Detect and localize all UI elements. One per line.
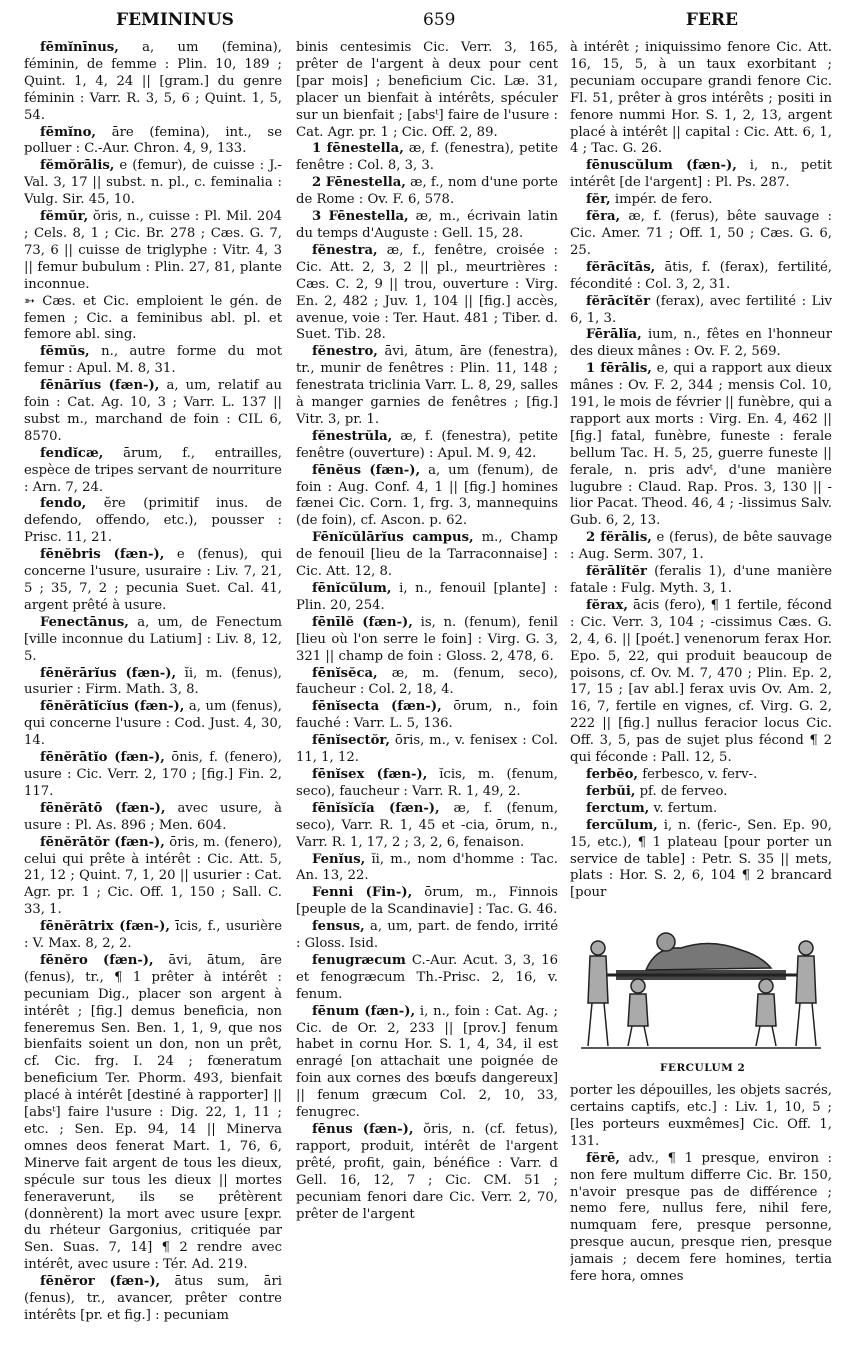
dictionary-entry (24, 158, 282, 209)
entry-headword: fēnuscŭlum (fæn-), (586, 158, 737, 174)
entry-headword: fēnĕrātrix (fæn-), (40, 919, 170, 935)
entry-headword: 2 Fēnestella, (312, 175, 406, 191)
dictionary-entry (570, 327, 832, 361)
dictionary-entry (296, 141, 558, 175)
dictionary-entry (296, 1122, 558, 1223)
entry-definition: ĭi, m., nom d'homme : Tac. An. 13, 22. (296, 851, 558, 884)
entry-headword: fensus, (312, 919, 365, 935)
entry-definition: ferbesco, v. ferv-. (638, 766, 758, 782)
dictionary-entry (24, 615, 282, 666)
entry-definition: e (femur), de cuisse : J.-Val. 3, 17 || subst. n. pl., c. feminalia : Vulg. Sir. 45, 10. (24, 158, 282, 208)
dictionary-entry (296, 463, 558, 531)
dictionary-entry (24, 919, 282, 953)
entry-headword: fĕrālĭtĕr (586, 564, 648, 580)
entry-headword: Fērālĭa, (586, 327, 642, 343)
entry-definition: impér. de fero. (610, 192, 713, 208)
entry-definition: is, n. (fenum), fenil [lieu où l'on serre le foin] : Virg. G. 3, 321 || champ de foin : Gloss. 2, 478, 6. (296, 614, 558, 664)
dictionary-entry (296, 953, 558, 1004)
entry-headword: Fenectānus, (40, 614, 129, 630)
entry-definition: i, n. (feric-, Sen. Ep. 90, 15, etc.), ¶ 1 plateau [pour porter un service de table] : Petr. S. 35 || mets, plats : Hor. S. 2, 6, 104 ¶ 2 brancard [pour (570, 817, 832, 901)
entry-definition: v. fertum. (649, 800, 718, 816)
entry-headword: fēnĕrātĭo (fæn-), (40, 750, 165, 766)
dictionary-entry (24, 446, 282, 497)
entry-definition: a, um, relatif au foin : Cat. Ag. 10, 3 ; Varr. L. 137 || subst m., marchand de foin : CIL 6, 8570. (24, 378, 282, 444)
entry-definition: ōrum, n., foin fauché : Varr. L. 5, 136. (296, 699, 558, 732)
entry-headword: fĕrācĭtĕr (586, 293, 651, 309)
entry-definition: i, n., foin : Cat. Ag. ; Cic. de Or. 2, 233 || [prov.] fenum habet in cornu Hor. S. 1, 4, 34, il est enragé [on attachait une poignée de foin aux cornes des bœufs dangereux] || fenum græcum Col. 2, 10, 33, fenugrec. (296, 1003, 558, 1121)
dictionary-entry (570, 40, 832, 158)
dictionary-entry (24, 835, 282, 920)
entry-headword: 2 fĕrālis, (586, 530, 652, 546)
entry-definition: ĭcis, m. (fenum, seco), faucheur : Varr. R. 1, 49, 2. (296, 766, 558, 799)
entry-definition: ĕre (primitif inus. de defendo, offendo, etc.), pousser : Prisc. 11, 21. (24, 496, 282, 546)
entry-definition: adv., ¶ 1 presque, environ : non fere multum differre Cic. Br. 150, n'avoir presque pas de différence ; nemo fere, nullus fere, nihil fere, numquam fere, presque personne, presque aucun, presque rien, presque jamais ; decem fere homines, tertia fere hora, omnes (570, 1150, 832, 1285)
dictionary-entry (570, 192, 832, 209)
entry-definition: n., autre forme du mot femur : Apul. M. 8, 31. (24, 344, 282, 377)
entry-headword: fēmŭs, (40, 344, 90, 360)
entry-definition: ātis, f. (ferax), fertilité, fécondité : Col. 3, 2, 31. (570, 259, 832, 292)
entry-definition: a, um, de Fenectum [ville inconnue du Latium] : Liv. 8, 12, 5. (24, 614, 282, 664)
entry-definition: æ, f., fenêtre, croisée : Cic. Att. 2, 3, 2 || pl., meurtrières : Cæs. C. 2, 9 || trou, ouverture : Virg. En. 2, 482 ; Juv. 1, 104 || [fig.] accès, avenue, voie : Ter. Haut. 481 ; Tiber. d. Suet. Tib. 28. (296, 242, 558, 343)
entry-headword: fendĭcæ, (40, 445, 104, 461)
entry-headword: fĕrācĭtās, (586, 259, 656, 275)
entry-definition: a, um, part. de fendo, irrité : Gloss. Isid. (296, 919, 558, 952)
entry-definition: ➳ Cæs. et Cic. emploient le gén. de femen ; Cic. a feminibus abl. pl. et femore abl. sing. (24, 293, 282, 343)
entry-headword: fēnĕrātĭcĭus (fæn-), (40, 699, 185, 715)
dictionary-entry (296, 801, 558, 852)
entry-definition: i, n., petit intérêt [de l'argent] : Pl. Ps. 287. (570, 158, 832, 191)
ferculum-image (576, 908, 826, 1058)
entry-definition: æ, m. (fenum, seco), faucheur : Col. 2, 18, 4. (296, 665, 558, 698)
entry-definition: īcis, f., usurière : V. Max. 8, 2, 2. (24, 919, 282, 952)
entry-definition: āvi, ātum, āre (fenestra), tr., munir de fenêtres : Plin. 11, 148 ; fenestrata triclinia Varr. L. 8, 29, salles à manger garnies de fenêtres ; [fig.] Vitr. 3, pr. 1. (296, 344, 558, 427)
entry-definition: āvi, ātum, āre (fenus), tr., ¶ 1 prêter à intérêt : pecuniam Dig., placer son argent à intérêt ; [fig.] demus beneficia, non feneremus Sen. Ben. 1, 1, 9, que nos bienfaits soient un don, non un prêt, cf. Cic. frg. I. 24 ; fœneratum beneficium Ter. Phorm. 493, bienfait placé à intérêt [destiné à rapporter] || [absᵗ] faire l'usure : Dig. 22, 1, 11 ; etc. ; Sen. Ep. 94, 14 || Minerva omnes deos fenerat Mart. 1, 76, 6, Minerve fait argent de tous les dieux, spécule sur tous les dieux || mortes feneraverunt, ils se prêtèrent (donnèrent) la mort avec usure [expr. du rhéteur Gargonius, critiquée par Sen. Suas. 7, 14] ¶ 2 rendre avec intérêt, avec usure : Tér. Ad. 219. (24, 952, 282, 1273)
dictionary-entry (296, 733, 558, 767)
page-number: 659 (423, 10, 456, 30)
entry-headword: fēnĕrātŏr (fæn-), (40, 834, 165, 850)
dictionary-entry (24, 496, 282, 547)
entry-definition: ārum, f., entrailles, espèce de tripes servant de nourriture : Arn. 7, 24. (24, 445, 282, 495)
entry-headword: fĕnestra, (312, 242, 378, 258)
entry-headword: fēnīlĕ (fæn-), (312, 614, 413, 630)
entry-definition: à intérêt ; iniquissimo fenore Cic. Att. 16, 15, 5, à un taux exorbitant ; pecuniam occupare grandi fenore Cic. Fl. 51, prêter à gros intérêts ; positi in fenore nummi Hor. S. 1, 2, 13, argent placé à intérêt || capital : Cic. Att. 6, 1, 4 ; Tac. G. 26. (570, 40, 832, 157)
entry-headword: fēnus (fæn-), (312, 1122, 414, 1137)
dictionary-entry (24, 547, 282, 615)
dictionary-entry (24, 699, 282, 750)
dictionary-entry (296, 885, 558, 919)
entry-definition: (feralis 1), d'une manière fatale : Fulg. Myth. 3, 1. (570, 564, 832, 596)
entry-headword: Fēnĭcŭlārĭus campus, (312, 530, 474, 546)
column-1 (24, 40, 282, 1350)
entry-headword: fēmĭno, (40, 124, 97, 140)
entry-definition: æ, m., écrivain latin du temps d'Auguste : Gell. 15, 28. (296, 209, 558, 241)
entry-definition: a, um (fenum), de foin : Aug. Conf. 4, 1 || [fig.] homines fænei Cic. Corn. 1, frg. 3, mannequins (de foin), cf. Ascon. p. 62. (296, 462, 558, 529)
entry-definition: pf. de ferveo. (635, 783, 728, 799)
entry-definition: ium, n., fêtes en l'honneur des dieux mânes : Ov. F. 2, 569. (570, 327, 832, 360)
dictionary-entry (24, 750, 282, 801)
entry-headword: 1 fēnestella, (312, 141, 404, 157)
dictionary-entry (570, 598, 832, 767)
dictionary-entry (296, 666, 558, 700)
dictionary-entry (296, 615, 558, 666)
dictionary-entry (570, 801, 832, 818)
dictionary-entry (570, 784, 832, 801)
entry-definition: ōrum, m., Finnois [peuple de la Scandinavie] : Tac. G. 46. (296, 885, 558, 918)
entry-headword: fēmĭnīnus, (40, 40, 119, 55)
entry-headword: fendo, (40, 496, 87, 512)
page-header (28, 10, 830, 34)
entry-headword: Fenni (Fin-), (312, 885, 413, 901)
entry-headword: fēnĭsectŏr, (312, 733, 390, 749)
entry-headword: fĕnestro, (312, 344, 378, 360)
entry-headword: fēnĕror (fæn-), (40, 1274, 161, 1290)
column-3-bottom (570, 1083, 832, 1286)
entry-definition: a, um (fenus), qui concerne l'usure : Cod. Just. 4, 30, 14. (24, 699, 282, 749)
entry-definition: ātus sum, āri (fenus), tr., avancer, prêter contre intérêts [pr. et fig.] : pecuniam (24, 1274, 282, 1323)
dictionary-entry (296, 243, 558, 344)
entry-headword: fēnārĭus (fæn-), (40, 378, 160, 394)
dictionary-entry (570, 294, 832, 328)
dictionary-entry (296, 767, 558, 801)
entry-definition: ŏris, n., cuisse : Pl. Mil. 204 ; Cels. 8, 1 ; Cic. Br. 278 ; Cæs. G. 7, 73, 6 || cuisse de triglyphe : Vitr. 4, 3 || femur bubulum : Plin. 27, 81, plante inconnue. (24, 209, 282, 292)
dictionary-entry (24, 801, 282, 835)
dictionary-entry (296, 852, 558, 886)
entry-definition: e (fenus), qui concerne l'usure, usuraire : Liv. 7, 21, 5 ; 35, 7, 2 ; pecunia Suet. Cal. 41, argent prêté à usure. (24, 547, 282, 613)
entry-headword: Fenĭus, (312, 851, 366, 867)
dictionary-entry (24, 953, 282, 1274)
entry-definition: m., Champ de fenouil [lieu de la Tarraconnaise] : Cic. Att. 12, 8. (296, 530, 558, 580)
entry-headword: fĕmŏrālis, (40, 158, 115, 174)
entry-headword: fenugræcum (312, 952, 406, 968)
dictionary-entry (24, 666, 282, 700)
dictionary-entry (570, 1083, 832, 1151)
entry-headword: fēnĕus (fæn-), (312, 462, 421, 478)
entry-definition: æ, f. (fenestra), petite fenêtre : Col. 8, 3, 3. (296, 141, 558, 174)
entry-headword: fēnĕro (fæn-), (40, 952, 154, 968)
entry-headword: fĕra, (586, 209, 621, 225)
running-head-left: FEMININUS (116, 10, 234, 30)
dictionary-entry (570, 158, 832, 192)
entry-headword: 1 fērālis, (586, 361, 652, 377)
entry-definition: C.-Aur. Acut. 3, 3, 16 et fenogræcum Th.-Prisc. 2, 16, v. fenum. (296, 952, 558, 1002)
entry-definition: æ, f. (fenum, seco), Varr. R. 1, 45 et -cia, ōrum, n., Varr. R. 1, 17, 2 ; 3, 2, 6, fenaison. (296, 800, 558, 850)
dictionary-entry (296, 581, 558, 615)
entry-headword: ferbĕo, (586, 766, 639, 782)
running-head-right: FERE (685, 10, 738, 30)
dictionary-entry (570, 767, 832, 784)
dictionary-entry (296, 209, 558, 243)
entry-definition: æ, f., nom d'une porte de Rome : Ov. F. 6, 578. (296, 175, 558, 208)
figure-caption: FERCULUM 2 (660, 1062, 746, 1075)
entry-headword: fĕrax, (586, 597, 629, 613)
entry-definition: ĭi, m. (fenus), usurier : Firm. Math. 3, 8. (24, 665, 282, 698)
entry-headword: fēnĭsex (fæn-), (312, 766, 428, 782)
entry-definition: æ, f. (fenestra), petite fenêtre (ouverture) : Apul. M. 9, 42. (296, 428, 558, 461)
dictionary-entry (24, 344, 282, 378)
dictionary-entry (24, 209, 282, 294)
entry-headword: fercŭlum, (586, 817, 658, 833)
entry-headword: 3 Fēnestella, (312, 209, 409, 225)
entry-definition: avec usure, à usure : Pl. As. 896 ; Men. 604. (24, 800, 282, 833)
dictionary-entry (296, 40, 558, 141)
entry-headword: fēnĭsĕca, (312, 665, 378, 681)
entry-definition: ōris, m., v. fenisex : Col. 11, 1, 12. (296, 733, 558, 766)
dictionary-entry (570, 361, 832, 530)
dictionary-entry (24, 294, 282, 345)
ferculum-illustration (570, 908, 832, 1077)
entry-headword: fēnĭsecta (fæn-), (312, 699, 442, 715)
column-3 (570, 40, 832, 1350)
entry-definition: a, um (femina), féminin, de femme : Plin. 10, 189 ; Quint. 1, 4, 24 || [gram.] du genre féminin : Varr. R. 3, 5, 6 ; Quint. 1, 5, 54. (24, 40, 282, 123)
dictionary-entry (570, 818, 832, 903)
column-3-top (570, 40, 832, 902)
dictionary-entry (24, 378, 282, 446)
dictionary-entry (24, 40, 282, 125)
entry-headword: fĕnestrŭla, (312, 428, 393, 444)
entry-headword: fēnĕrātō (fæn-), (40, 800, 166, 816)
dictionary-entry (296, 429, 558, 463)
entry-headword: fĕr, (586, 192, 611, 208)
entry-headword: fĕrē, (586, 1150, 620, 1166)
entry-headword: fēnum (fæn-), (312, 1003, 416, 1019)
entry-definition: ŏris, n. (cf. fetus), rapport, produit, intérêt de l'argent prêté, profit, gain, bénéfice : Varr. d Gell. 16, 12, 7 ; Cic. CM. 51 ; pecuniam fenori dare Cic. Verr. 2, 70, prêter de l'argent (296, 1122, 558, 1222)
entry-definition: ācis (fero), ¶ 1 fertile, fécond : Cic. Verr. 3, 104 ; -cissimus Cæs. G. 2, 4, 6. || [poét.] venenorum ferax Hor. Epo. 5, 22, qui produit beaucoup de poisons, cf. Ov. M. 7, 470 ; Plin. Ep. 2, 17, 15 ; [av abl.] ferax uvis Ov. Am. 2, 16, 7, fertile en vignes, cf. Virg. G. 2, 222 || [fig.] nullus feracior locus Cic. Off. 3, 5, pas de sujet plus fécond ¶ 2 qui féconde : Pall. 12, 5. (570, 597, 832, 766)
entry-headword: fēnĕrārĭus (fæn-), (40, 665, 177, 681)
entry-definition: binis centesimis Cic. Verr. 3, 165, prêter de l'argent à deux pour cent [par mois] ; beneficium Cic. Læ. 31, placer un bienfait à intérêts, spéculer sur un bienfait ; [absᵗ] faire de l'usure : Cat. Agr. pr. 1 ; Cic. Off. 2, 89. (296, 40, 558, 140)
entry-definition: (ferax), avec fertilité : Liv 6, 1, 3. (570, 293, 832, 326)
dictionary-entry (296, 1004, 558, 1122)
entry-definition: ōris, m. (fenero), celui qui prête à intérêt : Cic. Att. 5, 21, 12 ; Quint. 7, 1, 20 || usurier : Cat. Agr. pr. 1 ; Cic. Off. 1, 150 ; Sall. C. 33, 1. (24, 834, 282, 918)
column-2 (296, 40, 558, 1350)
dictionary-entry (570, 260, 832, 294)
dictionary-entry (296, 175, 558, 209)
dictionary-entry (570, 530, 832, 564)
entry-definition: i, n., fenouil [plante] : Plin. 20, 254. (296, 581, 558, 613)
dictionary-entry (296, 344, 558, 429)
dictionary-entry (296, 699, 558, 733)
entry-definition: æ, f. (ferus), bête sauvage : Cic. Amer. 71 ; Off. 1, 50 ; Cæs. G. 6, 25. (570, 209, 832, 258)
dictionary-entry (296, 530, 558, 581)
entry-headword: fēnĕbris (fæn-), (40, 547, 165, 563)
dictionary-entry (296, 919, 558, 953)
entry-definition: ōnis, f. (fenero), usure : Cic. Verr. 2, 170 ; [fig.] Fin. 2, 117. (24, 750, 282, 799)
dictionary-entry (570, 1151, 832, 1286)
dictionary-entry (570, 564, 832, 598)
entry-definition: āre (femina), int., se polluer : C.-Aur. Chron. 4, 9, 133. (24, 124, 282, 157)
entry-headword: ferbŭi, (586, 783, 636, 799)
entry-headword: fēnĭcŭlum, (312, 581, 392, 596)
dictionary-entry (24, 1274, 282, 1325)
entry-definition: porter les dépouilles, les objets sacrés, certains captifs, etc.] : Liv. 1, 10, 5 ; [les porteurs euxmêmes] Cic. Off. 1, 131. (570, 1083, 832, 1149)
entry-definition: e (ferus), de bête sauvage : Aug. Serm. 307, 1. (570, 530, 832, 563)
dictionary-entry (570, 209, 832, 260)
entry-headword: fĕmŭr, (40, 209, 89, 225)
entry-headword: fēnĭsĭcĭa (fæn-), (312, 800, 440, 816)
entry-headword: ferctum, (586, 800, 650, 816)
dictionary-entry (24, 125, 282, 159)
entry-definition: e, qui a rapport aux dieux mânes : Ov. F. 2, 344 ; mensis Col. 10, 191, le mois de février || funèbre, qui a rapport aux morts : Virg. En. 4, 462 || [fig.] fatal, funèbre, funeste : ferale bellum Tac. H. 5, 25, guerre funeste || ferale, n. pris advᵗ, d'une manière lugubre : Claud. Rap. Pros. 3, 130 || -lior Pacat. Theod. 46, 4 ; -lissimus Salv. Gub. 6, 2, 13. (570, 361, 832, 529)
